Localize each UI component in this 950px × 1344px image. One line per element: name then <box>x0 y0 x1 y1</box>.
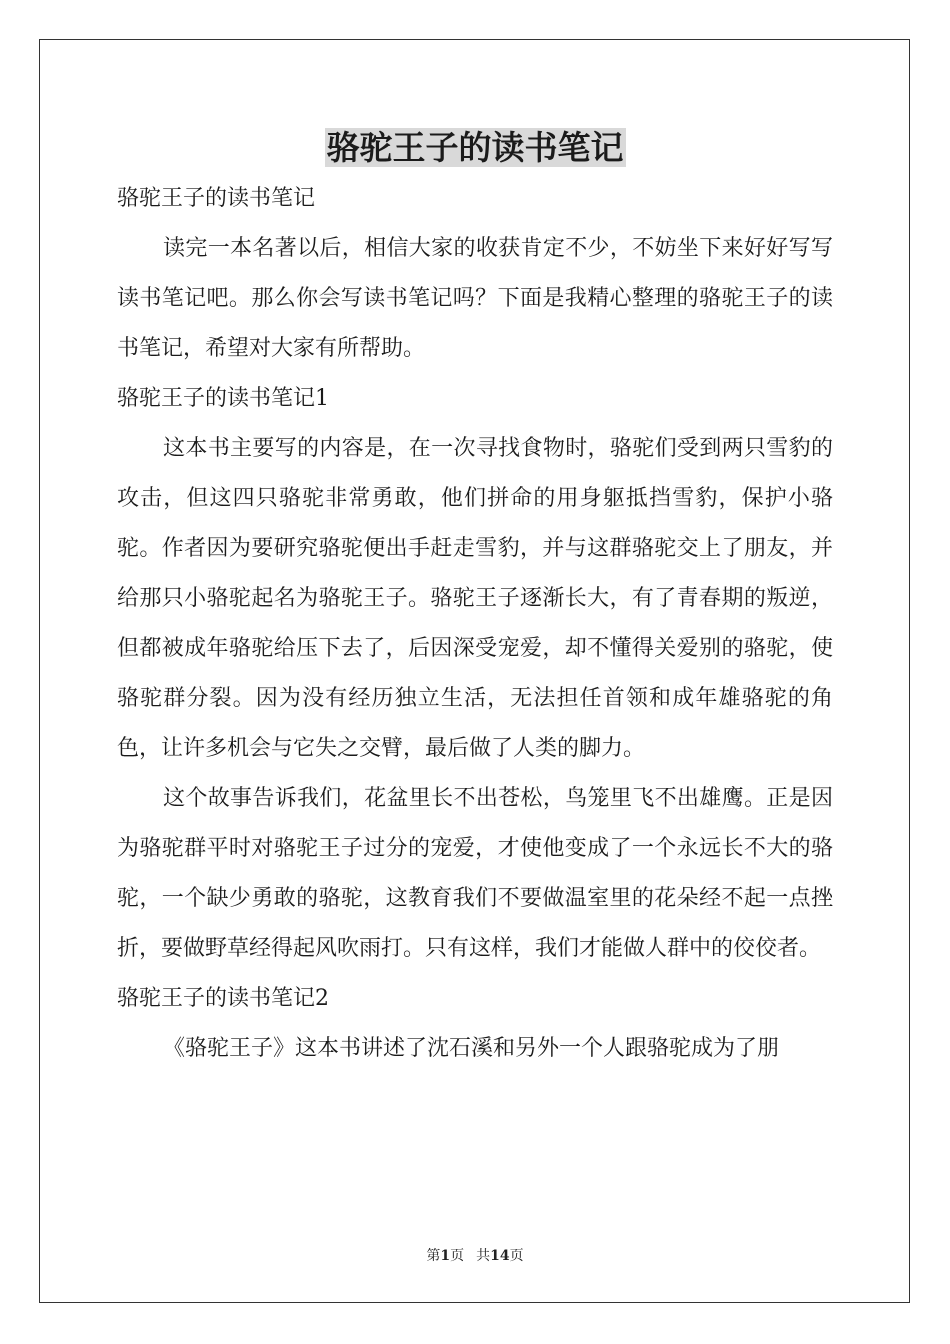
section-heading: 骆驼王子的读书笔记1 <box>117 386 329 411</box>
body-paragraph: 这本书主要写的内容是，在一次寻找食物时，骆驼们受到两只雪豹的攻击，但这四只骆驼非常勇敢，他们拼命的用身躯抵挡雪豹，保护小骆驼。作者因为要研究骆驼便出手赶走雪豹，并与这群骆驼交上了朋友，并给那只小骆驼起名为骆驼王子。骆驼王子逐渐长大，有了青春期的叛逆，但都被成年骆驼给压下去了，后因深受宠爱，却不懂得关爱别的骆驼，使骆驼群分裂。因为没有经历独立生活，无法担任首领和成年雄骆驼的角色，让许多机会与它失之交臂，最后做了人类的脚力。 <box>117 436 833 761</box>
page-number-prefix: 第 <box>426 1248 441 1264</box>
body-paragraph: 读完一本名著以后，相信大家的收获肯定不少，不妨坐下来好好写写读书笔记吧。那么你会写读书笔记吗？下面是我精心整理的骆驼王子的读书笔记，希望对大家有所帮助。 <box>117 236 833 361</box>
page-number-current: 1 <box>440 1248 451 1264</box>
page-total-count: 14 <box>490 1248 510 1264</box>
section-heading: 骆驼王子的读书笔记2 <box>117 986 329 1011</box>
page-footer <box>0 1246 950 1266</box>
document-title-text: 骆驼王子的读书笔记 <box>326 128 624 167</box>
section-heading: 骆驼王子的读书笔记 <box>117 186 316 211</box>
page-total-suffix: 页 <box>509 1248 524 1264</box>
page-total-prefix: 共 <box>476 1248 491 1264</box>
body-paragraph: 这个故事告诉我们，花盆里长不出苍松，鸟笼里飞不出雄鹰。正是因为骆驼群平时对骆驼王子过分的宠爱，才使他变成了一个永远长不大的骆驼，一个缺少勇敢的骆驼，这教育我们不要做温室里的花朵经不起一点挫折，要做野草经得起风吹雨打。只有这样，我们才能做人群中的佼佼者。 <box>117 786 833 961</box>
document-body <box>117 174 833 1074</box>
page-number-suffix: 页 <box>450 1248 465 1264</box>
body-paragraph: 《骆驼王子》这本书讲述了沈石溪和另外一个人跟骆驼成为了朋 <box>163 1036 780 1061</box>
document-title <box>0 124 950 172</box>
